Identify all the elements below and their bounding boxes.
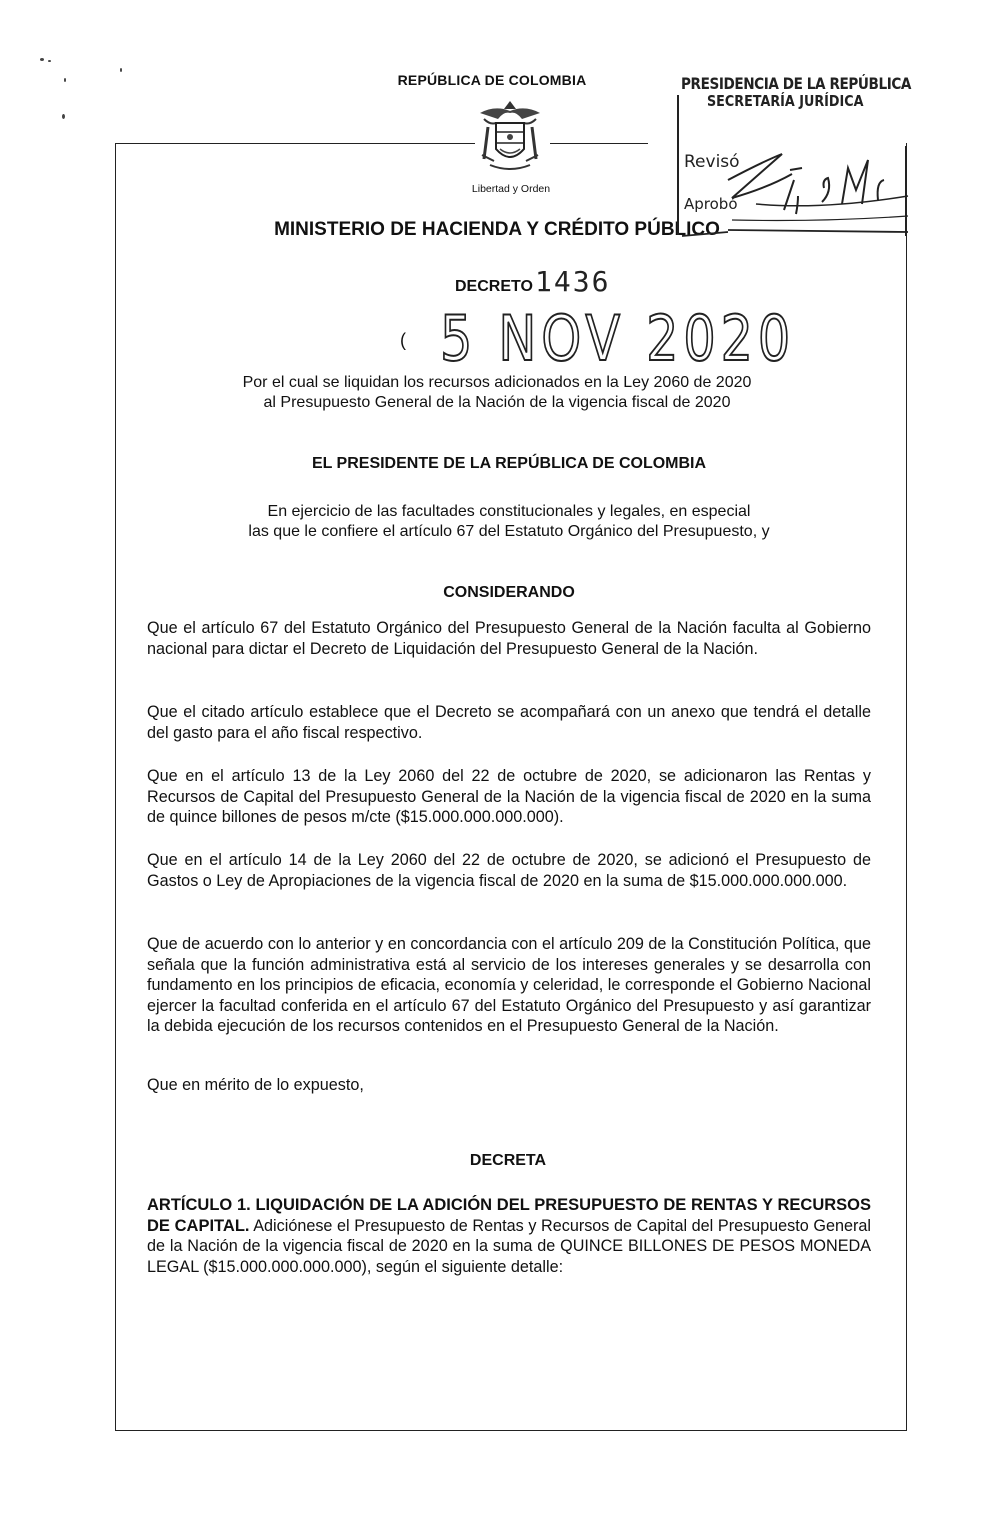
considerando-paragraph: Que en el artículo 14 de la Ley 2060 del 22 de octubre de 2020, se adicionó el Presupuesto de Gastos o Ley de Apropiaciones de la vigencia fiscal de 2020 en la suma de $15.000.000.000.000.: [147, 851, 871, 890]
decree-subtitle: [0, 373, 1000, 413]
stamp-line-presidencia: PRESIDENCIA DE LA REPÚBLICA: [681, 74, 911, 93]
faculties-text: [0, 502, 1000, 542]
aprobo-label: Aprobó: [684, 195, 738, 213]
scan-speck: [48, 60, 51, 62]
subtitle-line: al Presupuesto General de la Nación de la vigencia fiscal de 2020: [263, 394, 731, 411]
considerando-paragraph: Que de acuerdo con lo anterior y en concordancia con el artículo 209 de la Constitución Política, que señala que la función administrativa está al servicio de los intereses generales y se desarrolla con fundamento en los principios de eficacia, economía y celeridad, le corresponde el Gobierno Nacional ejercer la facultad conferida en el artículo 67 del Estatuto Orgánico del Presupuesto y así garantizar la debida ejecución de los recursos contenidos en el Presupuesto General de la Nación.: [147, 935, 871, 1035]
decreta-heading: DECRETA: [469, 1152, 547, 1169]
decree-number: 1436: [535, 265, 611, 298]
page-border-top-mid: [550, 143, 648, 144]
page-border-top-left: [115, 143, 475, 144]
legal-secretariat-stamp: [681, 74, 909, 110]
considerando-paragraph: Que en el artículo 13 de la Ley 2060 del 22 de octubre de 2020, se adicionaron las Rentas y Recursos de Capital del Presupuesto General de la Nación de la vigencia fiscal de 2020 en la suma de quince billones de pesos m/cte ($15.000.000.000.000).: [147, 767, 871, 826]
subtitle-line: Por el cual se liquidan los recursos adicionados en la Ley 2060 de 2020: [242, 374, 752, 391]
ministry-heading: MINISTERIO DE HACIENDA Y CRÉDITO PÚBLICO: [274, 219, 720, 240]
article-1: [147, 1195, 871, 1277]
faculties-line: En ejercicio de las facultades constitucionales y legales, en especial: [267, 503, 751, 520]
coat-of-arms-icon: [470, 97, 550, 177]
national-motto: Libertad y Orden: [471, 183, 551, 195]
scan-speck: [40, 58, 44, 61]
president-heading: EL PRESIDENTE DE LA REPÚBLICA DE COLOMBIA: [311, 455, 707, 472]
considerando-paragraph: Que en mérito de lo expuesto,: [147, 1076, 364, 1094]
reviso-label: Revisó: [684, 152, 740, 172]
country-heading: REPÚBLICA DE COLOMBIA: [397, 72, 587, 88]
decree-date: 5 NOV 2020: [440, 302, 796, 375]
date-open-paren: (: [400, 330, 406, 350]
stamp-line-secretaria: SECRETARÍA JURÍDICA: [707, 92, 864, 110]
faculties-line: las que le confiere el artículo 67 del Estatuto Orgánico del Presupuesto, y: [248, 523, 770, 540]
article-1-text: Adiciónese el Presupuesto de Rentas y Recursos de Capital del Presupuesto General de la Nación de la vigencia fiscal de 2020 en la suma de QUINCE BILLONES DE PESOS MONEDA LEGAL ($15.000.000.000.000), según el siguiente detalle:: [147, 1216, 871, 1276]
article-1-title: ARTÍCULO 1. LIQUIDACIÓN DE LA ADICIÓN DEL PRESUPUESTO DE RENTAS Y RECURSOS DE CAPITAL.: [147, 1196, 871, 1235]
decree-label: DECRETO: [455, 278, 533, 295]
considerando-heading: CONSIDERANDO: [443, 584, 575, 601]
considerando-paragraph: Que el citado artículo establece que el Decreto se acompañará con un anexo que tendrá el detalle del gasto para el año fiscal respectivo.: [147, 703, 871, 742]
scan-speck: [62, 114, 65, 119]
considerando-paragraph: Que el artículo 67 del Estatuto Orgánico del Presupuesto General de la Nación faculta al Gobierno nacional para dictar el Decreto de Liquidación del Presupuesto General de la Nación.: [147, 619, 871, 658]
handwritten-signature-icon: [672, 140, 912, 250]
